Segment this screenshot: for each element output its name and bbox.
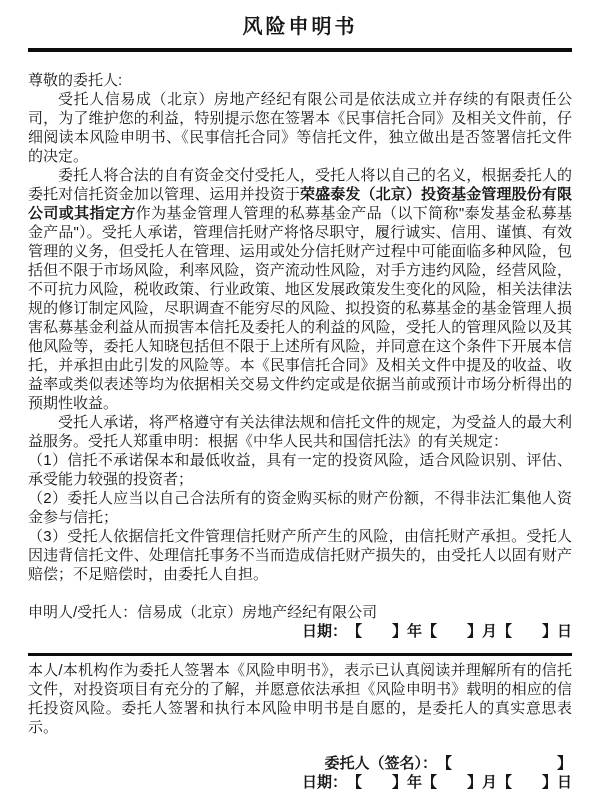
salutation: 尊敬的委托人: [28,72,123,89]
client-acknowledgement-paragraph: 本人/本机构作为委托人签署本《风险申明书》，表示已认真阅读并理解所有的信托文件，对投资项目有充分的了解，并愿意依法承担《风险申明书》载明的相应的信托投资风险。委托人签署和执行本风险申明书是自愿的，是委托人的真实意思表示。 [28,662,572,736]
commitment-paragraph: 受托人承诺，将严格遵守有关法律法规和信托文件的规定，为受益人的最大利益服务。受托人郑重申明：根据《中华人民共和国信托法》的有关规定： [28,414,572,450]
risk-item-2: （2）委托人应当以自己合法所有的资金购买标的财产份额，不得非法汇集他人资金参与信托； [28,490,572,526]
risk-item-3: （3）受托人依据信托文件管理信托财产所产生的风险，由信托财产承担。受托人因违背信托文件、处理信托事务不当而造成信托财产损失的，由受托人以固有财产赔偿；不足赔偿时，由委托人自担。 [28,528,572,583]
declarant-trustee-line: 申明人/受托人：信易成（北京）房地产经纪有限公司 [28,604,378,621]
intro-paragraph: 受托人信易成（北京）房地产经纪有限公司是依法成立并存续的有限责任公司，为了维护您的利益，特别提示您在签署本《民事信托合同》及相关文件前，仔细阅读本风险申明书、《民事信托合同》等信托文件，独立做出是否签署信托文件的决定。 [28,91,572,165]
document-title: 风险申明书 [242,16,358,38]
client-signature-line: 委托人（签名）： 【 】 [324,755,572,772]
investment-paragraph [28,166,572,413]
title-divider-rule [28,48,572,52]
investment-text-pre: 委托人将合法的自有资金交付受托人，受托人将以自己的名义，根据委托人的委托对信托资金加以管理、运用并投资于 [28,167,572,203]
section-divider-rule [28,653,572,656]
risk-item-1: （1）信托不承诺保本和最低收益，具有一定的投资风险，适合风险识别、评估、承受能力较强的投资者； [28,452,572,488]
declarant-date-line: 日期： 【 】年【 】月【 】日 [301,623,572,640]
investment-text-post: 作为基金管理人管理的私募基金产品（以下简称"泰发基金私募基金产品"）。受托人承诺，管理信托财产将恪尽职守，履行诚实、信用、谨慎、有效管理的义务，但受托人在管理、运用或处分信托财产过程中可能面临多种风险，包括但不限于市场风险，利率风险，资产流动性风险，对手方违约风险，经营风险，不可抗力风险，税收政策、行业政策、地区发展政策发生变化的风险，相关法律法规的修订制定风险，尽职调查不能穷尽的风险、拟投资的私募基金的基金管理人损害私募基金利益从而损害本信托及委托人的利益的风险，受托人的管理风险以及其他风险等，委托人知晓包括但不限于上述所有风险，并同意在这个条件下开展本信托，并承担由此引发的风险等。本《民事信托合同》及相关文件中提及的收益、收益率或类似表述等均为依据相关交易文件约定或是依据当前或预计市场分析得出的预期性收益。 [28,205,572,412]
client-date-line: 日期： 【 】年【 】月【 】日 [301,774,572,791]
fund-manager-company-name: 荣盛泰发（北京）投资基金管理股份有限公司或其指定方 [28,186,572,222]
